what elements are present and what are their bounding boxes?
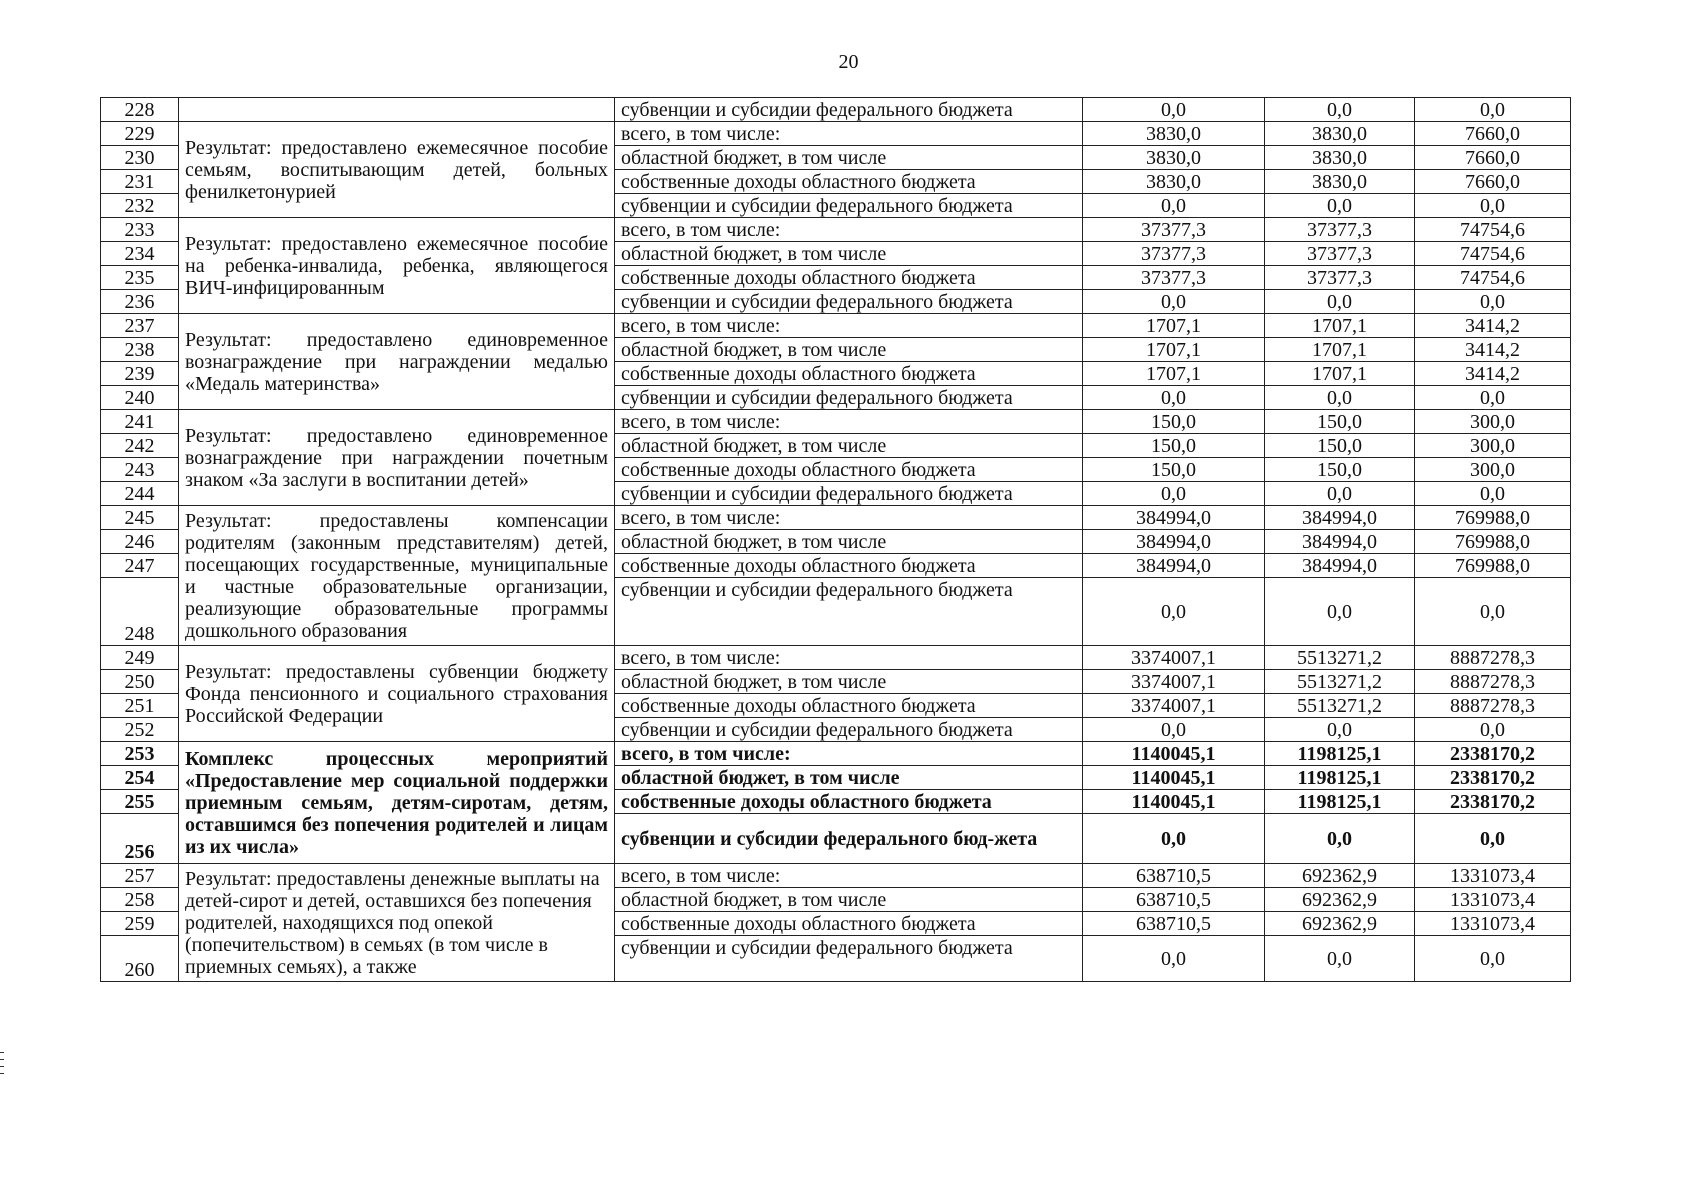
row-number: 241 [101, 410, 179, 434]
funding-source: всего, в том числе: [615, 506, 1083, 530]
value-year-1: 384994,0 [1083, 554, 1265, 578]
value-total: 1331073,4 [1415, 912, 1571, 936]
value-year-1: 638710,5 [1083, 912, 1265, 936]
result-description: Результат: предоставлены денежные выплаты на детей-сирот и детей, оставшихся без попечения родителей, находящихся под опекой (попечительством) в семьях (в том числе в приемных семьях), а также [179, 864, 615, 982]
row-number: 253 [101, 742, 179, 766]
value-year-1: 0,0 [1083, 98, 1265, 122]
table-row [101, 506, 1571, 530]
value-total: 74754,6 [1415, 242, 1571, 266]
value-year-2: 1198125,1 [1265, 742, 1415, 766]
value-year-1: 638710,5 [1083, 888, 1265, 912]
row-number: 255 [101, 790, 179, 814]
value-total: 1331073,4 [1415, 864, 1571, 888]
value-year-2: 3830,0 [1265, 122, 1415, 146]
funding-source: субвенции и субсидии федерального бюджета [615, 936, 1083, 982]
result-cell-empty [179, 98, 615, 122]
value-year-2: 0,0 [1265, 936, 1415, 982]
value-year-2: 1198125,1 [1265, 766, 1415, 790]
value-year-2: 5513271,2 [1265, 646, 1415, 670]
value-year-2: 384994,0 [1265, 530, 1415, 554]
value-year-2: 384994,0 [1265, 554, 1415, 578]
row-number: 230 [101, 146, 179, 170]
value-year-1: 384994,0 [1083, 530, 1265, 554]
funding-source: собственные доходы областного бюджета [615, 554, 1083, 578]
result-description: Результат: предоставлены субвенции бюджету Фонда пенсионного и социального страхования Российской Федерации [179, 646, 615, 742]
value-year-1: 37377,3 [1083, 242, 1265, 266]
funding-source: областной бюджет, в том числе [615, 434, 1083, 458]
row-number: 259 [101, 912, 179, 936]
funding-source: областной бюджет, в том числе [615, 530, 1083, 554]
value-total: 769988,0 [1415, 506, 1571, 530]
row-number: 238 [101, 338, 179, 362]
value-year-1: 3374007,1 [1083, 646, 1265, 670]
value-year-2: 692362,9 [1265, 888, 1415, 912]
value-year-2: 37377,3 [1265, 266, 1415, 290]
funding-source: областной бюджет, в том числе [615, 338, 1083, 362]
value-year-1: 3374007,1 [1083, 670, 1265, 694]
funding-source: собственные доходы областного бюджета [615, 266, 1083, 290]
row-number: 243 [101, 458, 179, 482]
value-total: 0,0 [1415, 386, 1571, 410]
value-year-1: 0,0 [1083, 936, 1265, 982]
value-year-2: 5513271,2 [1265, 670, 1415, 694]
value-year-2: 3830,0 [1265, 170, 1415, 194]
value-year-1: 1140045,1 [1083, 742, 1265, 766]
value-year-1: 3830,0 [1083, 170, 1265, 194]
value-year-1: 150,0 [1083, 410, 1265, 434]
value-total: 300,0 [1415, 434, 1571, 458]
value-total: 769988,0 [1415, 554, 1571, 578]
row-number: 235 [101, 266, 179, 290]
result-description: Результат: предоставлено ежемесячное пособие семьям, воспитывающим детей, больных фенилкетонурией [179, 122, 615, 218]
result-description: Комплекс процессных мероприятий «Предоставление мер социальной поддержки приемным семьям, детям-сиротам, детям, оставшимся без попечения родителей и лицам из их числа» [179, 742, 615, 864]
row-number: 236 [101, 290, 179, 314]
funding-source: собственные доходы областного бюджета [615, 790, 1083, 814]
funding-source: всего, в том числе: [615, 646, 1083, 670]
value-year-2: 1198125,1 [1265, 790, 1415, 814]
row-number: 252 [101, 718, 179, 742]
value-year-1: 150,0 [1083, 458, 1265, 482]
row-number: 247 [101, 554, 179, 578]
value-year-2: 0,0 [1265, 194, 1415, 218]
value-year-2: 692362,9 [1265, 912, 1415, 936]
value-year-1: 1707,1 [1083, 362, 1265, 386]
row-number: 251 [101, 694, 179, 718]
value-total: 0,0 [1415, 290, 1571, 314]
value-total: 0,0 [1415, 718, 1571, 742]
value-year-2: 0,0 [1265, 482, 1415, 506]
value-year-2: 0,0 [1265, 290, 1415, 314]
row-number: 246 [101, 530, 179, 554]
value-year-2: 1707,1 [1265, 338, 1415, 362]
value-year-1: 0,0 [1083, 814, 1265, 864]
value-total: 769988,0 [1415, 530, 1571, 554]
value-year-1: 3374007,1 [1083, 694, 1265, 718]
funding-source: собственные доходы областного бюджета [615, 694, 1083, 718]
row-number: 249 [101, 646, 179, 670]
budget-table [100, 97, 1571, 982]
binding-marks [0, 1052, 4, 1080]
value-total: 0,0 [1415, 936, 1571, 982]
funding-source: областной бюджет, в том числе [615, 242, 1083, 266]
table-row [101, 864, 1571, 888]
value-year-2: 0,0 [1265, 386, 1415, 410]
funding-source: собственные доходы областного бюджета [615, 458, 1083, 482]
row-number: 257 [101, 864, 179, 888]
funding-source: областной бюджет, в том числе [615, 766, 1083, 790]
value-year-1: 3830,0 [1083, 146, 1265, 170]
value-year-1: 0,0 [1083, 194, 1265, 218]
row-number: 229 [101, 122, 179, 146]
value-total: 3414,2 [1415, 338, 1571, 362]
row-number: 245 [101, 506, 179, 530]
result-description: Результат: предоставлено ежемесячное пособие на ребенка-инвалида, ребенка, являющегося ВИЧ-инфицированным [179, 218, 615, 314]
value-year-2: 3830,0 [1265, 146, 1415, 170]
row-number: 254 [101, 766, 179, 790]
table-row [101, 314, 1571, 338]
value-total: 2338170,2 [1415, 742, 1571, 766]
row-number: 228 [101, 98, 179, 122]
value-year-1: 0,0 [1083, 290, 1265, 314]
value-year-1: 3830,0 [1083, 122, 1265, 146]
value-year-2: 692362,9 [1265, 864, 1415, 888]
row-number: 231 [101, 170, 179, 194]
value-year-2: 150,0 [1265, 458, 1415, 482]
funding-source: субвенции и субсидии федерального бюджета [615, 718, 1083, 742]
value-year-2: 0,0 [1265, 814, 1415, 864]
value-year-1: 1140045,1 [1083, 766, 1265, 790]
funding-source: областной бюджет, в том числе [615, 888, 1083, 912]
funding-source: областной бюджет, в том числе [615, 146, 1083, 170]
value-year-2: 5513271,2 [1265, 694, 1415, 718]
value-year-1: 0,0 [1083, 718, 1265, 742]
row-number: 244 [101, 482, 179, 506]
value-year-2: 0,0 [1265, 718, 1415, 742]
value-total: 0,0 [1415, 578, 1571, 646]
value-total: 0,0 [1415, 98, 1571, 122]
value-year-1: 37377,3 [1083, 266, 1265, 290]
value-total: 0,0 [1415, 194, 1571, 218]
value-total: 300,0 [1415, 410, 1571, 434]
row-number: 248 [101, 578, 179, 646]
row-number: 260 [101, 936, 179, 982]
row-number: 242 [101, 434, 179, 458]
value-total: 1331073,4 [1415, 888, 1571, 912]
value-year-2: 37377,3 [1265, 242, 1415, 266]
value-total: 2338170,2 [1415, 790, 1571, 814]
table-row [101, 98, 1571, 122]
value-year-1: 638710,5 [1083, 864, 1265, 888]
value-year-2: 0,0 [1265, 98, 1415, 122]
funding-source: субвенции и субсидии федерального бюджета [615, 290, 1083, 314]
value-total: 8887278,3 [1415, 694, 1571, 718]
value-year-1: 1707,1 [1083, 314, 1265, 338]
value-year-2: 1707,1 [1265, 362, 1415, 386]
result-description: Результат: предоставлены компенсации родителям (законным представителям) детей, посещающих государственные, муниципальные и частные образовательные организации, реализующие образовательные программы дошкольного образования [179, 506, 615, 646]
value-year-1: 37377,3 [1083, 218, 1265, 242]
value-total: 8887278,3 [1415, 646, 1571, 670]
value-year-1: 0,0 [1083, 482, 1265, 506]
value-year-2: 37377,3 [1265, 218, 1415, 242]
value-year-1: 1140045,1 [1083, 790, 1265, 814]
value-year-2: 1707,1 [1265, 314, 1415, 338]
value-total: 7660,0 [1415, 122, 1571, 146]
row-number: 234 [101, 242, 179, 266]
value-total: 7660,0 [1415, 146, 1571, 170]
row-number: 258 [101, 888, 179, 912]
row-number: 237 [101, 314, 179, 338]
binding-mark [0, 1073, 4, 1074]
value-year-1: 1707,1 [1083, 338, 1265, 362]
funding-source: субвенции и субсидии федерального бюджета [615, 482, 1083, 506]
row-number: 256 [101, 814, 179, 864]
value-total: 3414,2 [1415, 314, 1571, 338]
funding-source: областной бюджет, в том числе [615, 670, 1083, 694]
value-total: 74754,6 [1415, 266, 1571, 290]
value-total: 2338170,2 [1415, 766, 1571, 790]
value-total: 7660,0 [1415, 170, 1571, 194]
binding-mark [0, 1066, 4, 1067]
funding-source: всего, в том числе: [615, 864, 1083, 888]
value-total: 0,0 [1415, 814, 1571, 864]
funding-source: всего, в том числе: [615, 410, 1083, 434]
result-description: Результат: предоставлено единовременное вознаграждение при награждении медалью «Медаль материнства» [179, 314, 615, 410]
funding-source: всего, в том числе: [615, 742, 1083, 766]
value-total: 300,0 [1415, 458, 1571, 482]
funding-source: собственные доходы областного бюджета [615, 362, 1083, 386]
funding-source: субвенции и субсидии федерального бюджета [615, 194, 1083, 218]
table-row [101, 646, 1571, 670]
funding-source: субвенции и субсидии федерального бюджета [615, 386, 1083, 410]
page-number: 20 [838, 51, 859, 73]
value-year-2: 150,0 [1265, 410, 1415, 434]
funding-source: субвенции и субсидии федерального бюд-жета [615, 814, 1083, 864]
value-year-2: 150,0 [1265, 434, 1415, 458]
result-description: Результат: предоставлено единовременное вознаграждение при награждении почетным знаком «За заслуги в воспитании детей» [179, 410, 615, 506]
funding-source: субвенции и субсидии федерального бюджета [615, 98, 1083, 122]
value-total: 8887278,3 [1415, 670, 1571, 694]
funding-source: всего, в том числе: [615, 122, 1083, 146]
table-row [101, 410, 1571, 434]
funding-source: всего, в том числе: [615, 314, 1083, 338]
value-year-2: 384994,0 [1265, 506, 1415, 530]
row-number: 240 [101, 386, 179, 410]
value-year-1: 384994,0 [1083, 506, 1265, 530]
value-total: 0,0 [1415, 482, 1571, 506]
funding-source: всего, в том числе: [615, 218, 1083, 242]
row-number: 232 [101, 194, 179, 218]
table-row [101, 218, 1571, 242]
value-total: 74754,6 [1415, 218, 1571, 242]
value-year-1: 0,0 [1083, 578, 1265, 646]
funding-source: субвенции и субсидии федерального бюджета [615, 578, 1083, 646]
funding-source: собственные доходы областного бюджета [615, 170, 1083, 194]
table-row [101, 122, 1571, 146]
binding-mark [0, 1052, 4, 1053]
row-number: 233 [101, 218, 179, 242]
funding-source: собственные доходы областного бюджета [615, 912, 1083, 936]
binding-mark [0, 1059, 4, 1060]
value-year-1: 150,0 [1083, 434, 1265, 458]
value-total: 3414,2 [1415, 362, 1571, 386]
row-number: 250 [101, 670, 179, 694]
value-year-1: 0,0 [1083, 386, 1265, 410]
table-row [101, 742, 1571, 766]
value-year-2: 0,0 [1265, 578, 1415, 646]
row-number: 239 [101, 362, 179, 386]
